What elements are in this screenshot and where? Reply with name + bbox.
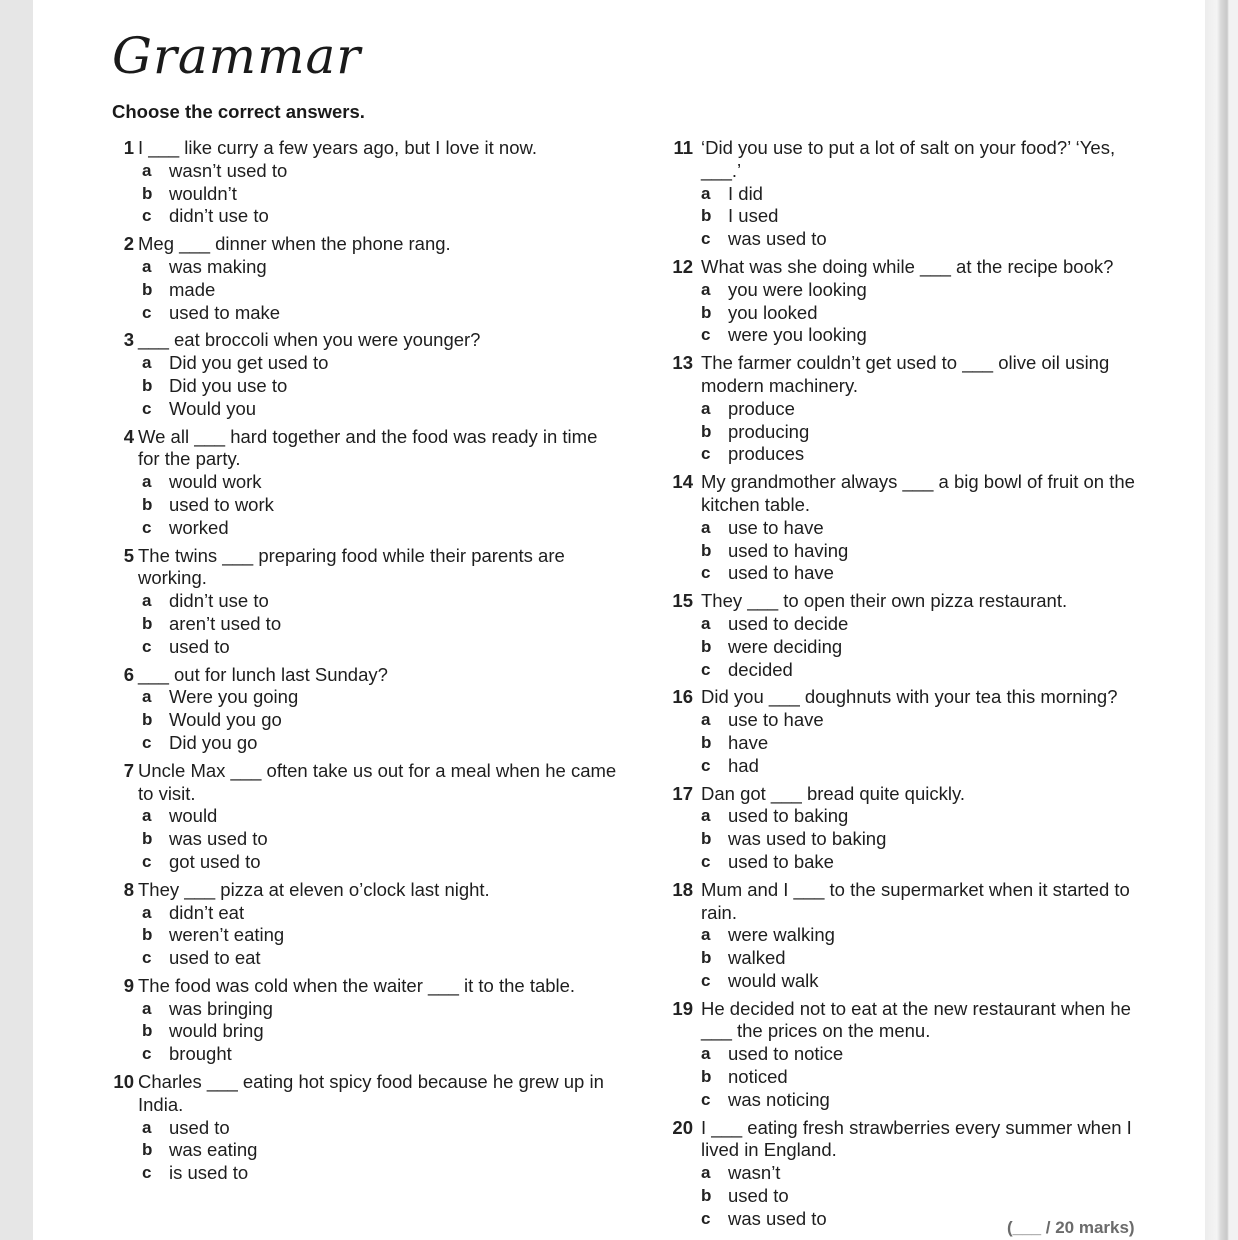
question-stem bbox=[655, 783, 1155, 806]
question-5 bbox=[100, 545, 620, 659]
question-number: 3 bbox=[123, 329, 134, 351]
option-text: Did you get used to bbox=[169, 352, 329, 374]
option-letter: c bbox=[701, 970, 711, 990]
option-letter: b bbox=[142, 183, 153, 203]
option-letter: a bbox=[142, 1117, 152, 1137]
answer-option-a[interactable] bbox=[100, 471, 620, 494]
option-letter: c bbox=[142, 851, 152, 871]
option-letter: c bbox=[701, 229, 711, 249]
option-letter: c bbox=[142, 517, 152, 537]
answer-option-c[interactable] bbox=[100, 517, 620, 540]
instruction-text: Choose the correct answers. bbox=[112, 101, 365, 122]
question-4 bbox=[100, 426, 620, 540]
option-text: used to bake bbox=[728, 850, 834, 872]
question-stem bbox=[100, 879, 620, 902]
option-letter: c bbox=[142, 1163, 152, 1183]
answer-option-a[interactable] bbox=[655, 613, 1155, 636]
option-text: was making bbox=[169, 255, 267, 277]
answer-option-b[interactable] bbox=[655, 302, 1155, 325]
answer-option-a[interactable] bbox=[655, 1162, 1155, 1185]
answer-option-a[interactable] bbox=[655, 924, 1155, 947]
option-text: aren’t used to bbox=[169, 612, 282, 634]
question-text: The farmer couldn’t get used to ___ olive oil using modern machinery. bbox=[701, 352, 1110, 396]
option-letter: a bbox=[142, 160, 152, 180]
question-text: Dan got ___ bread quite quickly. bbox=[701, 782, 965, 804]
option-text: used to having bbox=[728, 539, 849, 561]
question-text: They ___ pizza at eleven o’clock last night. bbox=[138, 878, 490, 900]
answer-option-a[interactable] bbox=[100, 590, 620, 613]
option-letter: b bbox=[701, 421, 712, 441]
question-number: 11 bbox=[673, 137, 693, 158]
option-letter: b bbox=[142, 925, 153, 945]
question-number: 1 bbox=[123, 137, 134, 158]
option-letter: a bbox=[142, 806, 152, 826]
question-stem bbox=[100, 975, 620, 998]
option-text: I did bbox=[728, 182, 763, 204]
option-text: wouldn’t bbox=[169, 182, 237, 204]
option-text: used to work bbox=[169, 493, 274, 515]
answer-option-c[interactable] bbox=[100, 398, 620, 421]
answer-option-c[interactable] bbox=[100, 732, 620, 755]
question-text: We all ___ hard together and the food was ready in time for the party. bbox=[138, 425, 598, 470]
answer-option-b[interactable] bbox=[655, 732, 1155, 755]
answer-option-a[interactable] bbox=[100, 902, 620, 925]
option-letter: a bbox=[142, 998, 152, 1018]
option-letter: b bbox=[142, 375, 153, 395]
option-letter: b bbox=[701, 302, 712, 322]
option-letter: a bbox=[142, 591, 152, 611]
question-9 bbox=[100, 975, 620, 1066]
question-text: They ___ to open their own pizza restaurant. bbox=[701, 590, 1068, 612]
option-text: producing bbox=[728, 420, 810, 442]
option-text: use to have bbox=[728, 516, 824, 538]
answer-option-a[interactable] bbox=[655, 279, 1155, 302]
option-letter: b bbox=[701, 636, 712, 656]
answer-option-c[interactable] bbox=[100, 1043, 620, 1066]
page-edge bbox=[1205, 0, 1238, 1240]
question-number: 10 bbox=[113, 1071, 134, 1093]
question-6 bbox=[100, 664, 620, 755]
answer-option-a[interactable] bbox=[655, 709, 1155, 732]
question-stem bbox=[655, 879, 1155, 925]
option-text: wasn’t bbox=[728, 1162, 781, 1184]
option-letter: b bbox=[701, 948, 712, 968]
option-text: you looked bbox=[728, 301, 818, 323]
question-text: Meg ___ dinner when the phone rang. bbox=[138, 233, 451, 255]
option-letter: b bbox=[142, 613, 153, 633]
option-text: used to baking bbox=[728, 805, 849, 827]
question-20 bbox=[655, 1117, 1155, 1231]
question-stem bbox=[655, 1117, 1155, 1163]
question-text: I ___ eating fresh strawberries every summer when I lived in England. bbox=[701, 1116, 1132, 1161]
answer-option-a[interactable] bbox=[100, 686, 620, 709]
answer-option-c[interactable] bbox=[655, 324, 1155, 347]
option-text: used to bbox=[169, 635, 230, 657]
option-letter: b bbox=[701, 540, 712, 560]
option-letter: a bbox=[142, 902, 152, 922]
question-number: 8 bbox=[123, 878, 134, 900]
question-number: 12 bbox=[672, 255, 693, 277]
answer-option-b[interactable] bbox=[100, 494, 620, 517]
question-text: Mum and I ___ to the supermarket when it started to rain. bbox=[701, 878, 1130, 923]
answer-option-c[interactable] bbox=[655, 1089, 1155, 1112]
option-text: would work bbox=[169, 471, 262, 493]
question-number: 5 bbox=[123, 544, 134, 566]
option-text: have bbox=[728, 731, 769, 753]
questions-right-column bbox=[655, 137, 1155, 1236]
questions-left-column bbox=[100, 137, 620, 1190]
option-text: used to have bbox=[728, 562, 834, 584]
question-text: The food was cold when the waiter ___ it to the table. bbox=[138, 974, 576, 996]
option-text: brought bbox=[169, 1043, 232, 1065]
question-13 bbox=[655, 352, 1155, 466]
question-stem bbox=[655, 137, 1155, 183]
question-text: I ___ like curry a few years ago, but I love it now. bbox=[138, 137, 537, 158]
option-letter: c bbox=[142, 206, 152, 226]
option-letter: b bbox=[142, 1021, 153, 1041]
question-number: 6 bbox=[123, 663, 134, 685]
option-letter: c bbox=[701, 563, 711, 583]
option-text: I used bbox=[728, 205, 779, 227]
question-stem bbox=[655, 998, 1155, 1044]
question-7 bbox=[100, 760, 620, 874]
option-letter: a bbox=[701, 925, 711, 945]
question-stem bbox=[100, 137, 620, 160]
option-text: decided bbox=[728, 658, 793, 680]
answer-option-c[interactable] bbox=[100, 947, 620, 970]
option-text: was used to bbox=[169, 828, 268, 850]
option-letter: a bbox=[142, 687, 152, 707]
option-text: made bbox=[169, 278, 216, 300]
answer-option-b[interactable] bbox=[655, 828, 1155, 851]
option-letter: a bbox=[701, 398, 711, 418]
option-text: got used to bbox=[169, 850, 261, 872]
option-text: produces bbox=[728, 443, 805, 465]
option-text: was noticing bbox=[728, 1088, 830, 1110]
option-letter: a bbox=[142, 353, 152, 373]
question-number: 17 bbox=[672, 782, 693, 804]
question-stem bbox=[655, 590, 1155, 613]
option-text: weren’t eating bbox=[169, 924, 285, 946]
answer-option-a[interactable] bbox=[655, 398, 1155, 421]
answer-option-c[interactable] bbox=[655, 970, 1155, 993]
option-text: used to make bbox=[169, 301, 281, 323]
option-letter: c bbox=[701, 851, 711, 871]
option-text: didn’t eat bbox=[169, 901, 245, 923]
answer-option-b[interactable] bbox=[100, 709, 620, 732]
option-letter: c bbox=[142, 398, 152, 418]
option-letter: a bbox=[701, 279, 711, 299]
option-letter: c bbox=[701, 444, 711, 464]
option-text: you were looking bbox=[728, 278, 867, 300]
answer-option-a[interactable] bbox=[100, 998, 620, 1021]
question-text: ‘Did you use to put a lot of salt on your food?’ ‘Yes, ___.’ bbox=[701, 137, 1116, 181]
question-text: The twins ___ preparing food while their parents are working. bbox=[138, 544, 565, 589]
answer-option-a[interactable] bbox=[100, 1117, 620, 1140]
option-letter: c bbox=[701, 1208, 711, 1228]
question-18 bbox=[655, 879, 1155, 993]
answer-option-b[interactable] bbox=[100, 183, 620, 206]
question-number: 14 bbox=[672, 471, 693, 493]
option-letter: c bbox=[142, 1044, 152, 1064]
option-letter: b bbox=[701, 1186, 712, 1206]
option-letter: c bbox=[142, 636, 152, 656]
question-text: My grandmother always ___ a big bowl of fruit on the kitchen table. bbox=[701, 471, 1135, 515]
question-number: 7 bbox=[123, 759, 134, 781]
option-letter: a bbox=[701, 1044, 711, 1064]
option-text: wasn’t used to bbox=[169, 159, 288, 181]
option-text: were walking bbox=[728, 924, 835, 946]
option-text: would walk bbox=[728, 969, 819, 991]
option-letter: c bbox=[701, 1089, 711, 1109]
answer-option-c[interactable] bbox=[100, 851, 620, 874]
option-text: Were you going bbox=[169, 686, 299, 708]
option-text: would bring bbox=[169, 1020, 264, 1042]
answer-option-c[interactable] bbox=[655, 755, 1155, 778]
answer-option-b[interactable] bbox=[100, 1139, 620, 1162]
option-text: didn’t use to bbox=[169, 590, 269, 612]
question-stem bbox=[655, 352, 1155, 398]
option-text: used to bbox=[728, 1185, 789, 1207]
option-letter: c bbox=[701, 659, 711, 679]
option-letter: a bbox=[701, 183, 711, 203]
answer-option-b[interactable] bbox=[100, 279, 620, 302]
option-text: used to notice bbox=[728, 1043, 844, 1065]
question-11 bbox=[655, 137, 1155, 251]
option-text: used to eat bbox=[169, 947, 261, 969]
option-text: didn’t use to bbox=[169, 205, 269, 227]
option-text: use to have bbox=[728, 709, 824, 731]
option-letter: a bbox=[701, 613, 711, 633]
question-number: 18 bbox=[672, 878, 693, 900]
answer-option-b[interactable] bbox=[655, 421, 1155, 444]
option-letter: c bbox=[701, 325, 711, 345]
option-letter: b bbox=[142, 1140, 153, 1160]
question-text: Charles ___ eating hot spicy food because he grew up in India. bbox=[138, 1071, 604, 1115]
question-stem bbox=[655, 686, 1155, 709]
question-text: What was she doing while ___ at the recipe book? bbox=[701, 255, 1114, 277]
answer-option-a[interactable] bbox=[100, 256, 620, 279]
option-text: Did you go bbox=[169, 731, 258, 753]
answer-option-b[interactable] bbox=[655, 636, 1155, 659]
answer-option-c[interactable] bbox=[655, 228, 1155, 251]
question-8 bbox=[100, 879, 620, 970]
option-text: was eating bbox=[169, 1139, 258, 1161]
answer-option-c[interactable] bbox=[655, 443, 1155, 466]
question-10 bbox=[100, 1071, 620, 1185]
answer-option-a[interactable] bbox=[100, 805, 620, 828]
answer-option-b[interactable] bbox=[655, 205, 1155, 228]
option-text: Did you use to bbox=[169, 374, 288, 396]
option-letter: b bbox=[701, 1067, 712, 1087]
answer-option-b[interactable] bbox=[100, 1020, 620, 1043]
question-19 bbox=[655, 998, 1155, 1112]
option-text: Would you bbox=[169, 397, 257, 419]
option-text: produce bbox=[728, 397, 795, 419]
answer-option-b[interactable] bbox=[655, 1185, 1155, 1208]
answer-option-c[interactable] bbox=[100, 636, 620, 659]
question-2 bbox=[100, 233, 620, 324]
answer-option-b[interactable] bbox=[100, 828, 620, 851]
option-letter: b bbox=[701, 829, 712, 849]
option-text: was bringing bbox=[169, 997, 273, 1019]
answer-option-c[interactable] bbox=[655, 659, 1155, 682]
option-letter: a bbox=[701, 1163, 711, 1183]
answer-option-b[interactable] bbox=[655, 1066, 1155, 1089]
option-letter: b bbox=[142, 829, 153, 849]
question-number: 15 bbox=[672, 590, 693, 612]
option-letter: b bbox=[142, 494, 153, 514]
option-text: was used to bbox=[728, 228, 827, 250]
option-letter: a bbox=[701, 517, 711, 537]
question-stem bbox=[100, 545, 620, 591]
answer-option-a[interactable] bbox=[655, 183, 1155, 206]
answer-option-b[interactable] bbox=[655, 947, 1155, 970]
option-letter: c bbox=[142, 948, 152, 968]
question-17 bbox=[655, 783, 1155, 874]
answer-option-a[interactable] bbox=[655, 517, 1155, 540]
option-letter: a bbox=[142, 256, 152, 276]
answer-option-c[interactable] bbox=[100, 205, 620, 228]
option-text: used to decide bbox=[728, 612, 849, 634]
option-letter: b bbox=[142, 710, 153, 730]
option-text: used to bbox=[169, 1116, 230, 1138]
question-stem bbox=[655, 256, 1155, 279]
answer-option-b[interactable] bbox=[100, 924, 620, 947]
question-3 bbox=[100, 329, 620, 420]
question-number: 13 bbox=[672, 352, 693, 374]
option-text: were you looking bbox=[728, 324, 867, 346]
answer-option-b[interactable] bbox=[100, 613, 620, 636]
answer-option-c[interactable] bbox=[655, 562, 1155, 585]
marks-total: (___ / 20 marks) bbox=[1007, 1218, 1135, 1237]
option-letter: c bbox=[142, 302, 152, 322]
option-text: worked bbox=[169, 516, 229, 538]
option-letter: c bbox=[142, 732, 152, 752]
option-text: was used to baking bbox=[728, 828, 887, 850]
option-text: noticed bbox=[728, 1066, 788, 1088]
option-letter: c bbox=[701, 755, 711, 775]
question-number: 20 bbox=[672, 1116, 693, 1138]
answer-option-a[interactable] bbox=[655, 1043, 1155, 1066]
question-text: ___ out for lunch last Sunday? bbox=[138, 663, 388, 685]
question-1 bbox=[100, 137, 620, 228]
option-letter: a bbox=[142, 472, 152, 492]
option-text: walked bbox=[728, 947, 786, 969]
page-title: Grammar bbox=[112, 27, 362, 85]
option-text: were deciding bbox=[728, 635, 843, 657]
question-number: 19 bbox=[672, 997, 693, 1019]
option-text: was used to bbox=[728, 1207, 827, 1229]
question-text: Did you ___ doughnuts with your tea this morning? bbox=[701, 686, 1118, 708]
question-text: Uncle Max ___ often take us out for a meal when he came to visit. bbox=[138, 759, 617, 804]
question-stem bbox=[655, 471, 1155, 517]
question-number: 2 bbox=[123, 233, 134, 255]
question-14 bbox=[655, 471, 1155, 585]
question-stem bbox=[100, 233, 620, 256]
answer-option-c[interactable] bbox=[100, 302, 620, 325]
question-12 bbox=[655, 256, 1155, 347]
option-letter: a bbox=[701, 710, 711, 730]
answer-option-c[interactable] bbox=[655, 851, 1155, 874]
option-letter: b bbox=[701, 206, 712, 226]
question-stem bbox=[100, 1071, 620, 1117]
question-15 bbox=[655, 590, 1155, 681]
answer-option-a[interactable] bbox=[100, 352, 620, 375]
option-letter: b bbox=[142, 279, 153, 299]
option-text: is used to bbox=[169, 1162, 249, 1184]
answer-option-a[interactable] bbox=[655, 805, 1155, 828]
question-stem bbox=[100, 760, 620, 806]
answer-option-b[interactable] bbox=[655, 540, 1155, 563]
question-text: ___ eat broccoli when you were younger? bbox=[138, 329, 481, 351]
option-text: had bbox=[728, 754, 759, 776]
question-16 bbox=[655, 686, 1155, 777]
question-number: 4 bbox=[123, 425, 134, 447]
question-text: He decided not to eat at the new restaurant when he ___ the prices on the menu. bbox=[701, 997, 1131, 1042]
option-text: would bbox=[169, 805, 218, 827]
option-letter: b bbox=[701, 732, 712, 752]
question-number: 16 bbox=[672, 686, 693, 708]
question-stem bbox=[100, 329, 620, 352]
answer-option-c[interactable] bbox=[100, 1162, 620, 1185]
answer-option-a[interactable] bbox=[100, 160, 620, 183]
option-letter: a bbox=[701, 806, 711, 826]
answer-option-b[interactable] bbox=[100, 375, 620, 398]
question-stem bbox=[100, 664, 620, 687]
option-text: Would you go bbox=[169, 709, 282, 731]
question-number: 9 bbox=[123, 974, 134, 996]
question-stem bbox=[100, 426, 620, 472]
